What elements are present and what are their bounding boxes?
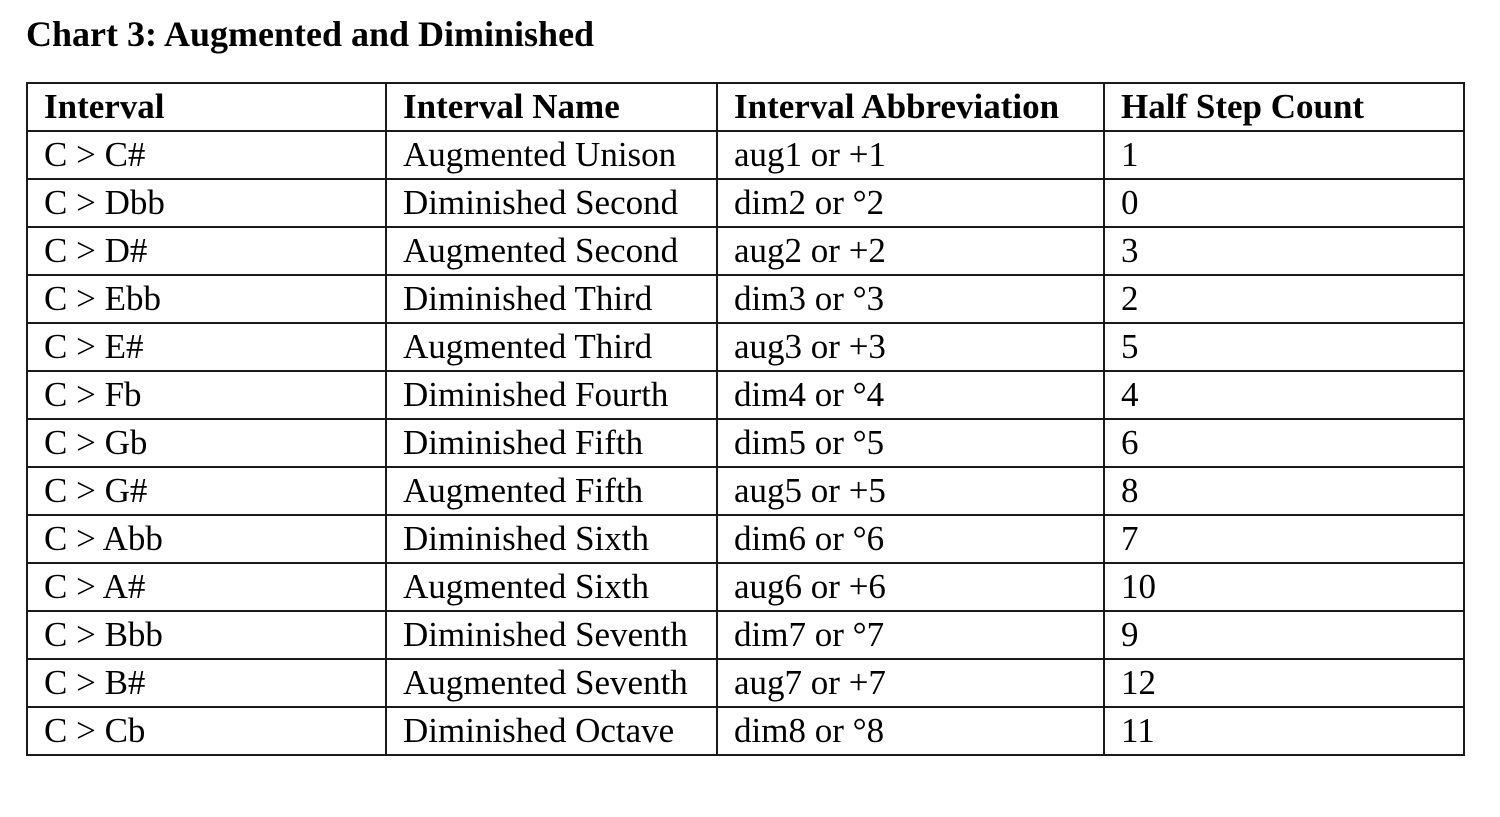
cell-interval: C > G#: [27, 467, 386, 515]
cell-interval-name: Augmented Unison: [386, 131, 717, 179]
table-row: [27, 707, 1464, 755]
cell-interval-name: Diminished Third: [386, 275, 717, 323]
table-row: [27, 179, 1464, 227]
cell-interval-abbreviation: aug2 or +2: [717, 227, 1104, 275]
cell-interval-name: Augmented Seventh: [386, 659, 717, 707]
cell-half-step-count: 10: [1104, 563, 1464, 611]
cell-interval-name: Diminished Sixth: [386, 515, 717, 563]
header-interval-name: Interval Name: [386, 83, 717, 131]
cell-interval-abbreviation: aug7 or +7: [717, 659, 1104, 707]
cell-interval-name: Augmented Sixth: [386, 563, 717, 611]
cell-interval-name: Diminished Second: [386, 179, 717, 227]
cell-interval: C > A#: [27, 563, 386, 611]
table-row: [27, 515, 1464, 563]
cell-half-step-count: 12: [1104, 659, 1464, 707]
table-row: [27, 467, 1464, 515]
cell-interval-abbreviation: dim4 or °4: [717, 371, 1104, 419]
cell-interval-name: Diminished Fourth: [386, 371, 717, 419]
cell-half-step-count: 4: [1104, 371, 1464, 419]
table-row: [27, 227, 1464, 275]
table-row: [27, 659, 1464, 707]
header-half-step-count: Half Step Count: [1104, 83, 1464, 131]
cell-half-step-count: 7: [1104, 515, 1464, 563]
cell-interval: C > Gb: [27, 419, 386, 467]
cell-interval: C > D#: [27, 227, 386, 275]
cell-half-step-count: 8: [1104, 467, 1464, 515]
table-row: [27, 371, 1464, 419]
cell-interval: C > Bbb: [27, 611, 386, 659]
cell-half-step-count: 3: [1104, 227, 1464, 275]
cell-interval: C > C#: [27, 131, 386, 179]
table-row: [27, 611, 1464, 659]
cell-interval-abbreviation: aug6 or +6: [717, 563, 1104, 611]
cell-interval: C > Fb: [27, 371, 386, 419]
table-row: [27, 563, 1464, 611]
cell-interval-name: Augmented Second: [386, 227, 717, 275]
table-row: [27, 275, 1464, 323]
cell-interval-abbreviation: dim6 or °6: [717, 515, 1104, 563]
header-interval: Interval: [27, 83, 386, 131]
cell-half-step-count: 9: [1104, 611, 1464, 659]
table-header-row: [27, 83, 1464, 131]
cell-interval-abbreviation: aug1 or +1: [717, 131, 1104, 179]
table-row: [27, 419, 1464, 467]
cell-interval-name: Diminished Octave: [386, 707, 717, 755]
cell-interval-abbreviation: dim7 or °7: [717, 611, 1104, 659]
cell-interval-abbreviation: aug5 or +5: [717, 467, 1104, 515]
cell-half-step-count: 11: [1104, 707, 1464, 755]
cell-interval: C > Cb: [27, 707, 386, 755]
cell-interval: C > Abb: [27, 515, 386, 563]
table-row: [27, 323, 1464, 371]
cell-interval-name: Diminished Fifth: [386, 419, 717, 467]
cell-half-step-count: 5: [1104, 323, 1464, 371]
cell-interval-name: Augmented Third: [386, 323, 717, 371]
cell-interval: C > E#: [27, 323, 386, 371]
cell-half-step-count: 6: [1104, 419, 1464, 467]
cell-interval-abbreviation: aug3 or +3: [717, 323, 1104, 371]
chart-title: Chart 3: Augmented and Diminished: [26, 14, 595, 54]
cell-interval-name: Augmented Fifth: [386, 467, 717, 515]
cell-half-step-count: 0: [1104, 179, 1464, 227]
cell-interval: C > Ebb: [27, 275, 386, 323]
cell-half-step-count: 2: [1104, 275, 1464, 323]
cell-interval: C > B#: [27, 659, 386, 707]
cell-interval-abbreviation: dim2 or °2: [717, 179, 1104, 227]
intervals-table: [26, 82, 1465, 756]
cell-interval-name: Diminished Seventh: [386, 611, 717, 659]
cell-interval-abbreviation: dim3 or °3: [717, 275, 1104, 323]
header-interval-abbreviation: Interval Abbreviation: [717, 83, 1104, 131]
table-row: [27, 131, 1464, 179]
cell-interval-abbreviation: dim8 or °8: [717, 707, 1104, 755]
cell-half-step-count: 1: [1104, 131, 1464, 179]
table-body: [27, 131, 1464, 755]
cell-interval-abbreviation: dim5 or °5: [717, 419, 1104, 467]
cell-interval: C > Dbb: [27, 179, 386, 227]
